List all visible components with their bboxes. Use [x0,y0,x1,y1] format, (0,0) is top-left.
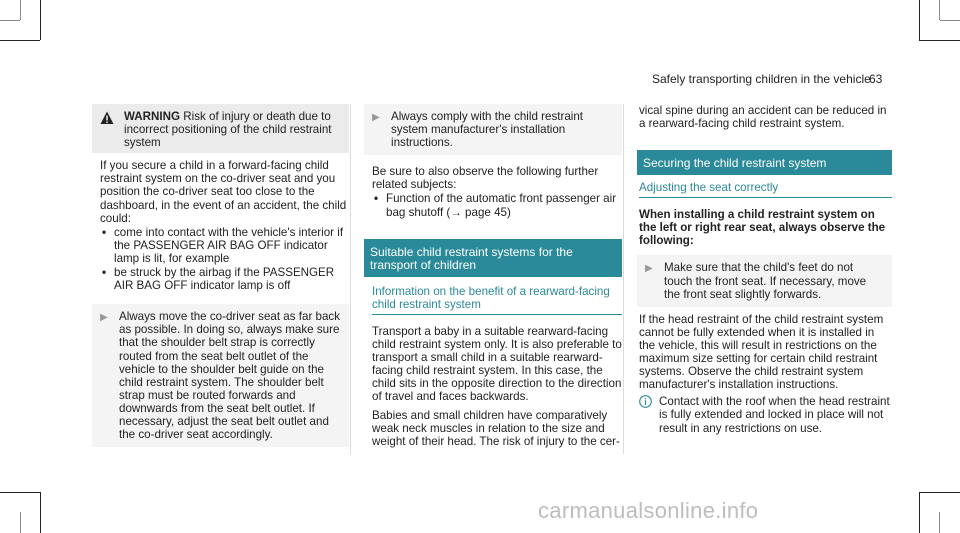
instruction-text: Always comply with the child restraint system manufacturer's installation instructions. [391,110,584,150]
instruction-triangle-icon: ▶ [372,112,380,123]
intro-paragraph: If you secure a child in a forward-facing child restraint system on the co-driver seat and you position the co-driver seat too close to the dashboard, in the event of an accident, the child could: [100,159,347,225]
left-column [92,104,349,447]
crop-mark [0,492,40,493]
crop-mark [919,0,920,40]
instruction-box [92,304,349,447]
list-item [100,226,349,265]
warning-box [92,104,349,153]
bold-heading: When installing a child restraint system on the left or right rear seat, always observe the following: [639,208,886,248]
crop-mark [0,40,40,41]
section-heading: Securing the child restraint system [637,150,892,175]
page-number: 63 [869,72,883,86]
crop-mark [20,512,21,533]
instruction-text: Make sure that the child's feet do not touch the front seat. If necessary, move the front seat slightly forwards. [664,261,867,301]
crop-mark [40,0,41,40]
instruction-box [364,104,622,155]
crop-mark [939,512,940,533]
middle-column [364,104,622,449]
info-note-text: Contact with the roof when the head restraint is fully extended and locked in place will not result in any restrictions on use. [659,395,890,435]
page-header [652,72,892,86]
subsection-heading: Information on the benefit of a rearward-facing child restraint system [372,285,622,315]
bullet-text: come into contact with the vehicle's interior if the PASSENGER AIR BAG OFF indicator lamp is lit, for example [114,225,344,265]
instruction-box [637,255,892,306]
crop-mark [919,492,960,493]
info-icon [639,395,652,408]
crop-mark [919,492,920,533]
column-divider [350,104,351,454]
warning-label: WARNING [124,110,181,123]
crop-mark [940,20,960,21]
crop-mark [40,492,41,533]
bullet-dot: • [102,225,107,239]
section-heading: Suitable child restraint systems for the transport of children [364,239,622,277]
page-header-title: Safely transporting children in the vehicle [652,72,871,86]
subsection-heading: Adjusting the seat correctly [639,181,892,198]
bullet-dot: • [102,266,107,280]
list-item [100,266,349,292]
info-note [639,395,892,434]
crop-mark [919,40,960,41]
crop-mark [0,20,20,21]
list-item [372,192,622,218]
further-subjects-text: Be sure to also observe the following further related subjects: [372,165,599,192]
crop-mark [20,0,21,20]
paragraph: Babies and small children have comparatively weak neck muscles in relation to the size and weight of their head. The risk of injury to the cer- [372,409,620,449]
continued-paragraph: vical spine during an accident can be reduced in a rearward-facing child restraint system. [639,104,887,131]
warning-text [124,110,341,149]
watermark: carmanualsonline.info [538,498,759,523]
crop-mark [939,0,940,20]
paragraph: Transport a baby in a suitable rearward-facing child restraint system only. It is also preferable to transport a small child in a suitable rearward-facing child restraint system. In this case, the child sits in the opposite direction to the direction of travel and faces backwards. [372,324,622,404]
bullet-text: be struck by the airbag if the PASSENGER AIR BAG OFF indicator lamp is off [114,266,335,293]
warning-triangle-icon [100,111,114,125]
instruction-text: Always move the co-driver seat as far back as possible. In doing so, always make sure that the shoulder belt strap is correctly routed from the seat belt outlet of the vehicle to the shoulder belt guide on the child restraint system. The shoulder belt strap must be routed forwards and downwards from the seat belt outlet. If necessary, adjust the seat belt outlet and the co-driver seat accordingly. [119,310,341,442]
bullet-text: Function of the automatic front passenger air bag shutoff (→ page 45) [386,192,617,219]
instruction-triangle-icon: ▶ [100,312,108,324]
instruction-triangle-icon: ▶ [645,263,653,275]
paragraph: If the head restraint of the child restraint system cannot be fully extended when it is installed in the vehicle, this will result in restrictions on the maximum size setting for certain child restraint systems. Observe the child restraint system manufacturer's installation instructions. [639,312,884,392]
right-column [637,104,892,435]
column-divider [623,104,624,454]
warning-message: Risk of injury or death due to incorrect positioning of the child restraint system [124,110,332,150]
bullet-dot: • [374,192,379,206]
